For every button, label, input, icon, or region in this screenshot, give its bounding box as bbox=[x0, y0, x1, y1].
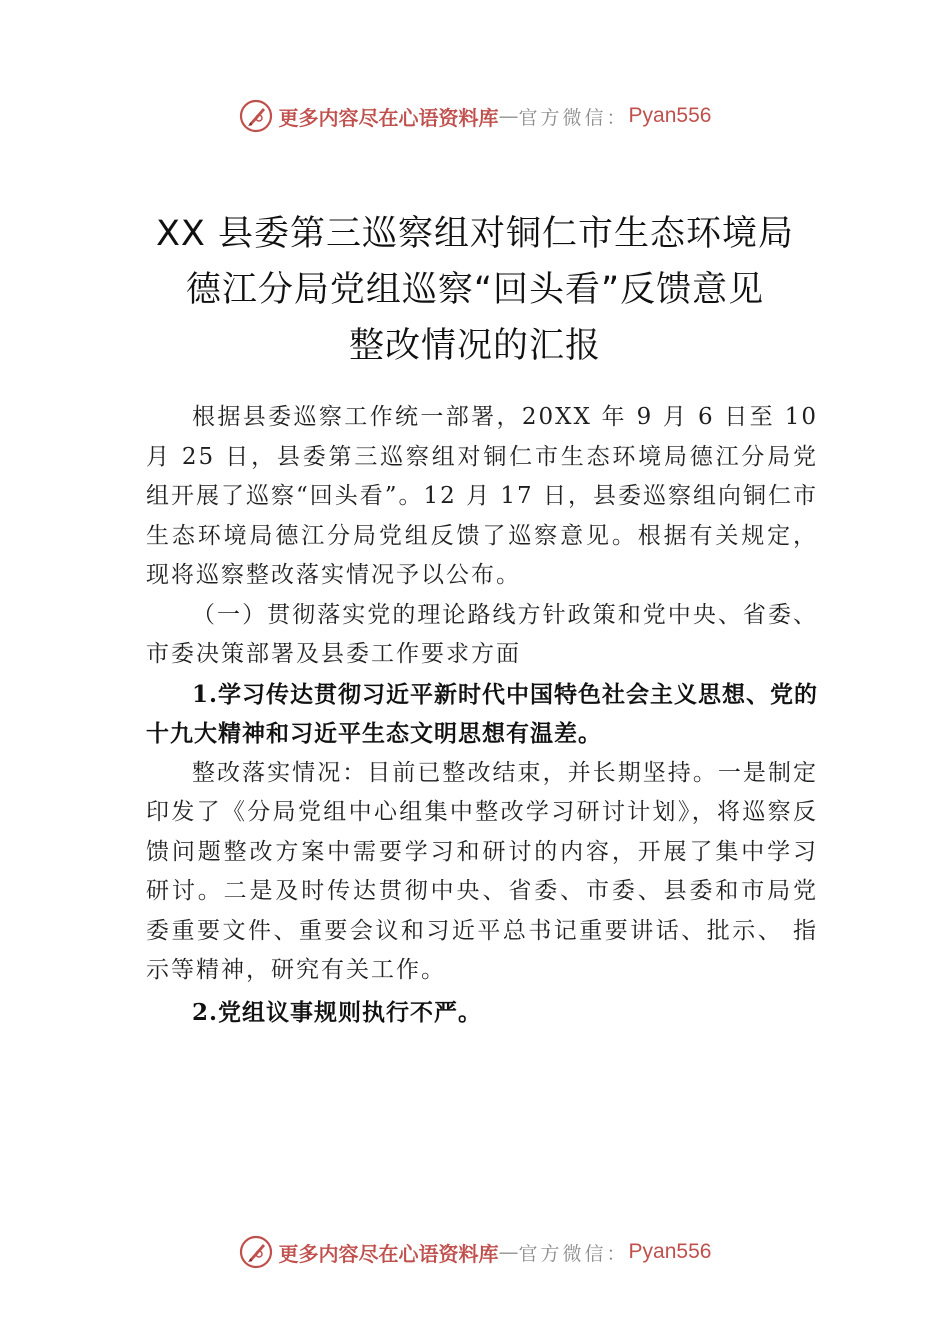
section-heading: （一）贯彻落实党的理论路线方针政策和党中央、省委、市委决策部署及县委工作要求方面 bbox=[146, 601, 818, 667]
banner-wechat-label: 官方微信： bbox=[518, 1242, 629, 1265]
banner-brand: 更多内容尽在心语资料库 bbox=[278, 1241, 499, 1266]
banner-wechat-id: Pyan556 bbox=[628, 104, 712, 127]
banner-wechat-id: Pyan556 bbox=[628, 1240, 712, 1263]
quill-logo-icon bbox=[239, 99, 273, 133]
item-2-heading: 2.党组议事规则执行不严。 bbox=[192, 998, 483, 1026]
item-1-heading: 1.学习传达贯彻习近平新时代中国特色社会主义思想、党的十九大精神和习近平生态文明思想有温差。 bbox=[146, 680, 819, 747]
quill-logo-icon bbox=[239, 1235, 273, 1269]
banner-separator: — bbox=[498, 104, 519, 128]
header-banner bbox=[0, 96, 950, 136]
footer-banner bbox=[0, 1232, 950, 1272]
banner-separator: — bbox=[498, 1240, 519, 1264]
title-line-2: 德江分局党组巡察“回头看”反馈意见 bbox=[185, 270, 765, 311]
document-body bbox=[146, 398, 818, 1032]
intro-paragraph: 根据县委巡察工作统一部署，20XX 年 9 月 6 日至 10 月 25 日，县委第三巡察组对铜仁市生态环境局德江分局党组开展了巡察“回头看”。12 月 17 日，县委巡察组向铜仁市生态环境局德江分局党组反馈了巡察意见。根据有关规定，现将巡察整改落实情况予以公布。 bbox=[146, 404, 818, 588]
item-1-status: 整改落实情况：目前已整改结束，并长期坚持。一是制定印发了《分局党组中心组集中整改学习研讨计划》，将巡察反馈问题整改方案中需要学习和研讨的内容，开展了集中学习研讨。二是及时传达贯彻中央、省委、市委、县委和市局党委重要文件、重要会议和习近平总书记重要讲话、批示、 指示等精神，研究有关工作。 bbox=[146, 759, 818, 983]
document-title bbox=[0, 206, 950, 374]
banner-brand: 更多内容尽在心语资料库 bbox=[278, 105, 499, 130]
banner-wechat-label: 官方微信： bbox=[518, 106, 629, 129]
title-line-1: XX 县委第三巡察组对铜仁市生态环境局 bbox=[155, 214, 795, 255]
title-line-3: 整改情况的汇报 bbox=[348, 326, 601, 367]
